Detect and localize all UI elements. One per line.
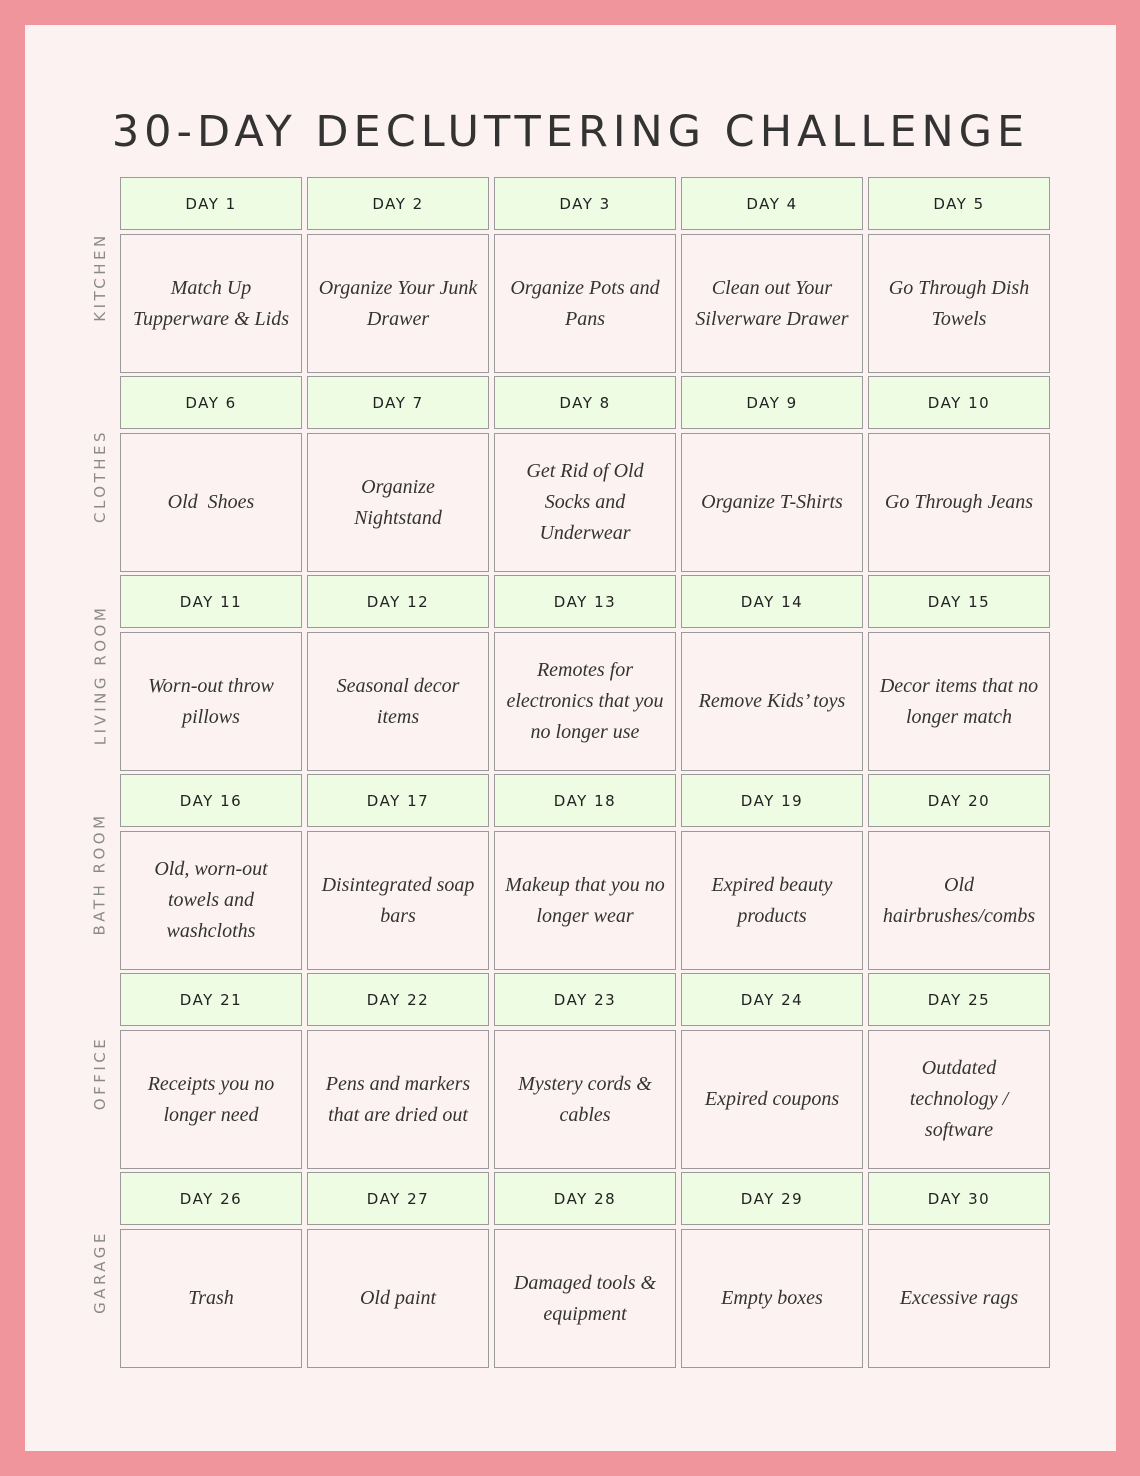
day-header: DAY 6	[120, 376, 302, 429]
section-clothes	[25, 376, 1116, 575]
challenge-page	[25, 25, 1116, 1451]
day-header: DAY 21	[120, 973, 302, 1026]
section-office	[25, 973, 1116, 1172]
section-label-text: CLOTHES	[91, 428, 110, 523]
section-living-room	[25, 575, 1116, 774]
task-cell: Expired coupons	[681, 1030, 863, 1169]
day-header: DAY 23	[494, 973, 676, 1026]
task-cell: Old, worn-out towels and washcloths	[120, 831, 302, 970]
task-cell: Clean out Your Silverware Drawer	[681, 234, 863, 373]
day-header: DAY 29	[681, 1172, 863, 1225]
task-cell: Trash	[120, 1229, 302, 1368]
section-label-text: LIVING ROOM	[91, 604, 109, 745]
section-label	[77, 376, 123, 575]
day-header: DAY 7	[307, 376, 489, 429]
task-cell: Remove Kids’ toys	[681, 632, 863, 771]
day-header: DAY 2	[307, 177, 489, 230]
day-header: DAY 13	[494, 575, 676, 628]
task-cell: Old hairbrushes/combs	[868, 831, 1050, 970]
section-label	[77, 575, 123, 774]
task-cell: Remotes for electronics that you no longer use	[494, 632, 676, 771]
day-header: DAY 18	[494, 774, 676, 827]
task-cell: Outdated technology / software	[868, 1030, 1050, 1169]
day-header: DAY 3	[494, 177, 676, 230]
day-header: DAY 26	[120, 1172, 302, 1225]
section-label-text: KITCHEN	[91, 231, 109, 322]
day-header: DAY 24	[681, 973, 863, 1026]
task-cell: Damaged tools & equipment	[494, 1229, 676, 1368]
section-garage	[25, 1172, 1116, 1371]
task-cell: Go Through Jeans	[868, 433, 1050, 572]
section-bath-room	[25, 774, 1116, 973]
task-cell: Old paint	[307, 1229, 489, 1368]
day-header: DAY 11	[120, 575, 302, 628]
task-cell: Excessive rags	[868, 1229, 1050, 1368]
task-cell: Organize Nightstand	[307, 433, 489, 572]
section-label	[77, 177, 123, 376]
section-label	[77, 973, 123, 1172]
day-header: DAY 22	[307, 973, 489, 1026]
day-header: DAY 9	[681, 376, 863, 429]
task-cell: Disintegrated soap bars	[307, 831, 489, 970]
task-cell: Seasonal decor items	[307, 632, 489, 771]
task-cell: Go Through Dish Towels	[868, 234, 1050, 373]
task-cell: Worn-out throw pillows	[120, 632, 302, 771]
day-header: DAY 1	[120, 177, 302, 230]
day-header: DAY 20	[868, 774, 1050, 827]
page-title: 30-DAY DECLUTTERING CHALLENGE	[111, 107, 1030, 157]
day-header: DAY 8	[494, 376, 676, 429]
section-label-text: GARAGE	[91, 1229, 109, 1314]
day-header: DAY 10	[868, 376, 1050, 429]
day-header: DAY 15	[868, 575, 1050, 628]
day-header: DAY 19	[681, 774, 863, 827]
task-cell: Makeup that you no longer wear	[494, 831, 676, 970]
day-header: DAY 14	[681, 575, 863, 628]
day-header: DAY 30	[868, 1172, 1050, 1225]
section-label	[77, 1172, 123, 1371]
day-header: DAY 12	[307, 575, 489, 628]
task-cell: Decor items that no longer match	[868, 632, 1050, 771]
task-cell: Old Shoes	[120, 433, 302, 572]
section-label-text: OFFICE	[91, 1035, 109, 1110]
section-kitchen	[25, 177, 1116, 376]
task-cell: Organize T-Shirts	[681, 433, 863, 572]
day-header: DAY 28	[494, 1172, 676, 1225]
day-header: DAY 4	[681, 177, 863, 230]
task-cell: Expired beauty products	[681, 831, 863, 970]
section-label	[77, 774, 123, 973]
day-header: DAY 17	[307, 774, 489, 827]
task-cell: Pens and markers that are dried out	[307, 1030, 489, 1169]
task-cell: Organize Pots and Pans	[494, 234, 676, 373]
task-cell: Mystery cords & cables	[494, 1030, 676, 1169]
day-header: DAY 27	[307, 1172, 489, 1225]
task-cell: Organize Your Junk Drawer	[307, 234, 489, 373]
task-cell: Receipts you no longer need	[120, 1030, 302, 1169]
task-cell: Match Up Tupperware & Lids	[120, 234, 302, 373]
day-header: DAY 25	[868, 973, 1050, 1026]
task-cell: Empty boxes	[681, 1229, 863, 1368]
section-label-text: BATH ROOM	[91, 811, 110, 936]
day-header: DAY 5	[868, 177, 1050, 230]
task-cell: Get Rid of Old Socks and Underwear	[494, 433, 676, 572]
day-header: DAY 16	[120, 774, 302, 827]
